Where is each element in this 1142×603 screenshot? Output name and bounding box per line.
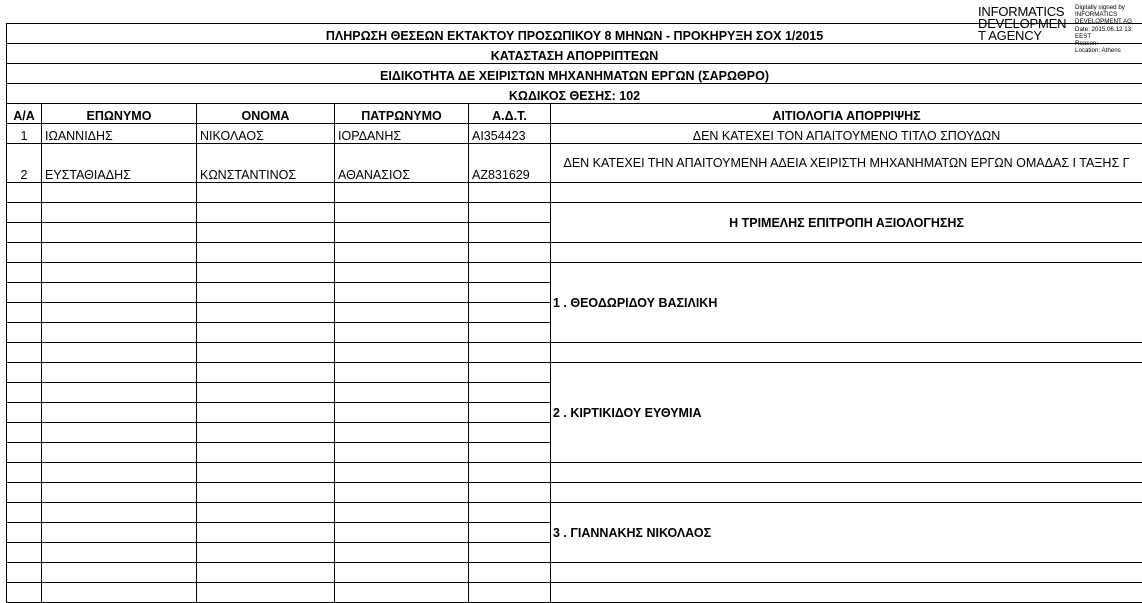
empty-row (7, 583, 1142, 603)
signature-meta-line: Reason: (1075, 40, 1142, 47)
signature-meta-line: Location: Athens (1075, 47, 1142, 54)
empty-row (7, 183, 1142, 203)
column-header-surname: ΕΠΩΝΥΜΟ (42, 104, 197, 124)
signature-meta-line: DEVELOPMENT AG (1075, 18, 1142, 25)
document-title: ΠΛΗΡΩΣΗ ΘΕΣΕΩΝ ΕΚΤΑΚΤΟΥ ΠΡΟΣΩΠΙΚΟΥ 8 ΜΗΝΩΝ - ΠΡΟΚΗΡΥΞΗ ΣΟΧ 1/2015 (7, 24, 1142, 44)
column-header-father: ΠΑΤΡΩΝΥΜΟ (335, 104, 469, 124)
column-header-reason: ΑΙΤΙΟΛΟΓΙΑ ΑΠΟΡΡΙΨΗΣ (551, 104, 1142, 124)
table-row (7, 144, 1142, 183)
cell-reason: ΔΕΝ ΚΑΤΕΧΕΙ ΤΗΝ ΑΠΑΙΤΟΥΜΕΝΗ ΑΔΕΙΑ ΧΕΙΡΙΣΤΗ ΜΗΧΑΝΗΜΑΤΩΝ ΕΡΓΩΝ ΟΜΑΔΑΣ Ι ΤΑΞΗΣ Γ (551, 144, 1142, 183)
table-row (7, 124, 1142, 144)
cell-aa: 2 (7, 144, 42, 183)
committee-member-1: 1 . ΘΕΟΔΩΡΙΔΟΥ ΒΑΣΙΛΙΚΗ (551, 263, 1142, 343)
position-code: ΚΩΔΙΚΟΣ ΘΕΣΗΣ: 102 (7, 84, 1142, 104)
empty-row (7, 483, 1142, 503)
title-row (7, 84, 1142, 104)
committee-member-3: 3 . ΓΙΑΝΝΑΚΗΣ ΝΙΚΟΛΑΟΣ (551, 503, 1142, 563)
cell-aa: 1 (7, 124, 42, 144)
cell-name: ΝΙΚΟΛΑΟΣ (197, 124, 335, 144)
specialty-title: ΕΙΔΙΚΟΤΗΤΑ ΔΕ ΧΕΙΡΙΣΤΩΝ ΜΗΧΑΝΗΜΑΤΩΝ ΕΡΓΩΝ (ΣΑΡΩΘΡΟ) (7, 64, 1142, 84)
empty-row (7, 463, 1142, 483)
signature-name: INFORMATICS DEVELOPMEN T AGENCY (978, 6, 1076, 42)
empty-row (7, 503, 1142, 523)
cell-father: ΙΟΡΔΑΝΗΣ (335, 124, 469, 144)
empty-row (7, 563, 1142, 583)
empty-row (7, 203, 1142, 223)
signature-meta-line: INFORMATICS (1075, 11, 1142, 18)
title-row (7, 24, 1142, 44)
signature-meta-line: Date: 2015.06.12 13: (1075, 26, 1142, 33)
cell-adt: ΑΙ354423 (469, 124, 551, 144)
committee-title: Η ΤΡΙΜΕΛΗΣ ΕΠΙΤΡΟΠΗ ΑΞΙΟΛΟΓΗΣΗΣ (551, 203, 1142, 243)
column-header-adt: Α.Δ.Τ. (469, 104, 551, 124)
cell-reason: ΔΕΝ ΚΑΤΕΧΕΙ ΤΟΝ ΑΠΑΙΤΟΥΜΕΝΟ ΤΙΤΛΟ ΣΠΟΥΔΩΝ (551, 124, 1142, 144)
empty-row (7, 243, 1142, 263)
header-row (7, 104, 1142, 124)
cell-father: ΑΘΑΝΑΣΙΟΣ (335, 144, 469, 183)
signature-meta-line: EEST (1075, 33, 1142, 40)
cell-adt: ΑΖ831629 (469, 144, 551, 183)
committee-member-2: 2 . ΚΙΡΤΙΚΙΔΟΥ ΕΥΘΥΜΙΑ (551, 363, 1142, 463)
empty-row (7, 263, 1142, 283)
column-header-aa: Α/Α (7, 104, 42, 124)
title-row (7, 64, 1142, 84)
empty-row (7, 363, 1142, 383)
cell-name: ΚΩΝΣΤΑΝΤΙΝΟΣ (197, 144, 335, 183)
title-row (7, 44, 1142, 64)
column-header-name: ΟΝΟΜΑ (197, 104, 335, 124)
empty-row (7, 343, 1142, 363)
cell-surname: ΕΥΣΤΑΘΙΑΔΗΣ (42, 144, 197, 183)
cell-surname: ΙΩΑΝΝΙΔΗΣ (42, 124, 197, 144)
signature-meta-line: Digitally signed by (1075, 4, 1142, 11)
document-subtitle: ΚΑΤΑΣΤΑΣΗ ΑΠΟΡΡΙΠΤΕΩΝ (7, 44, 1142, 64)
rejections-table (6, 23, 1142, 603)
